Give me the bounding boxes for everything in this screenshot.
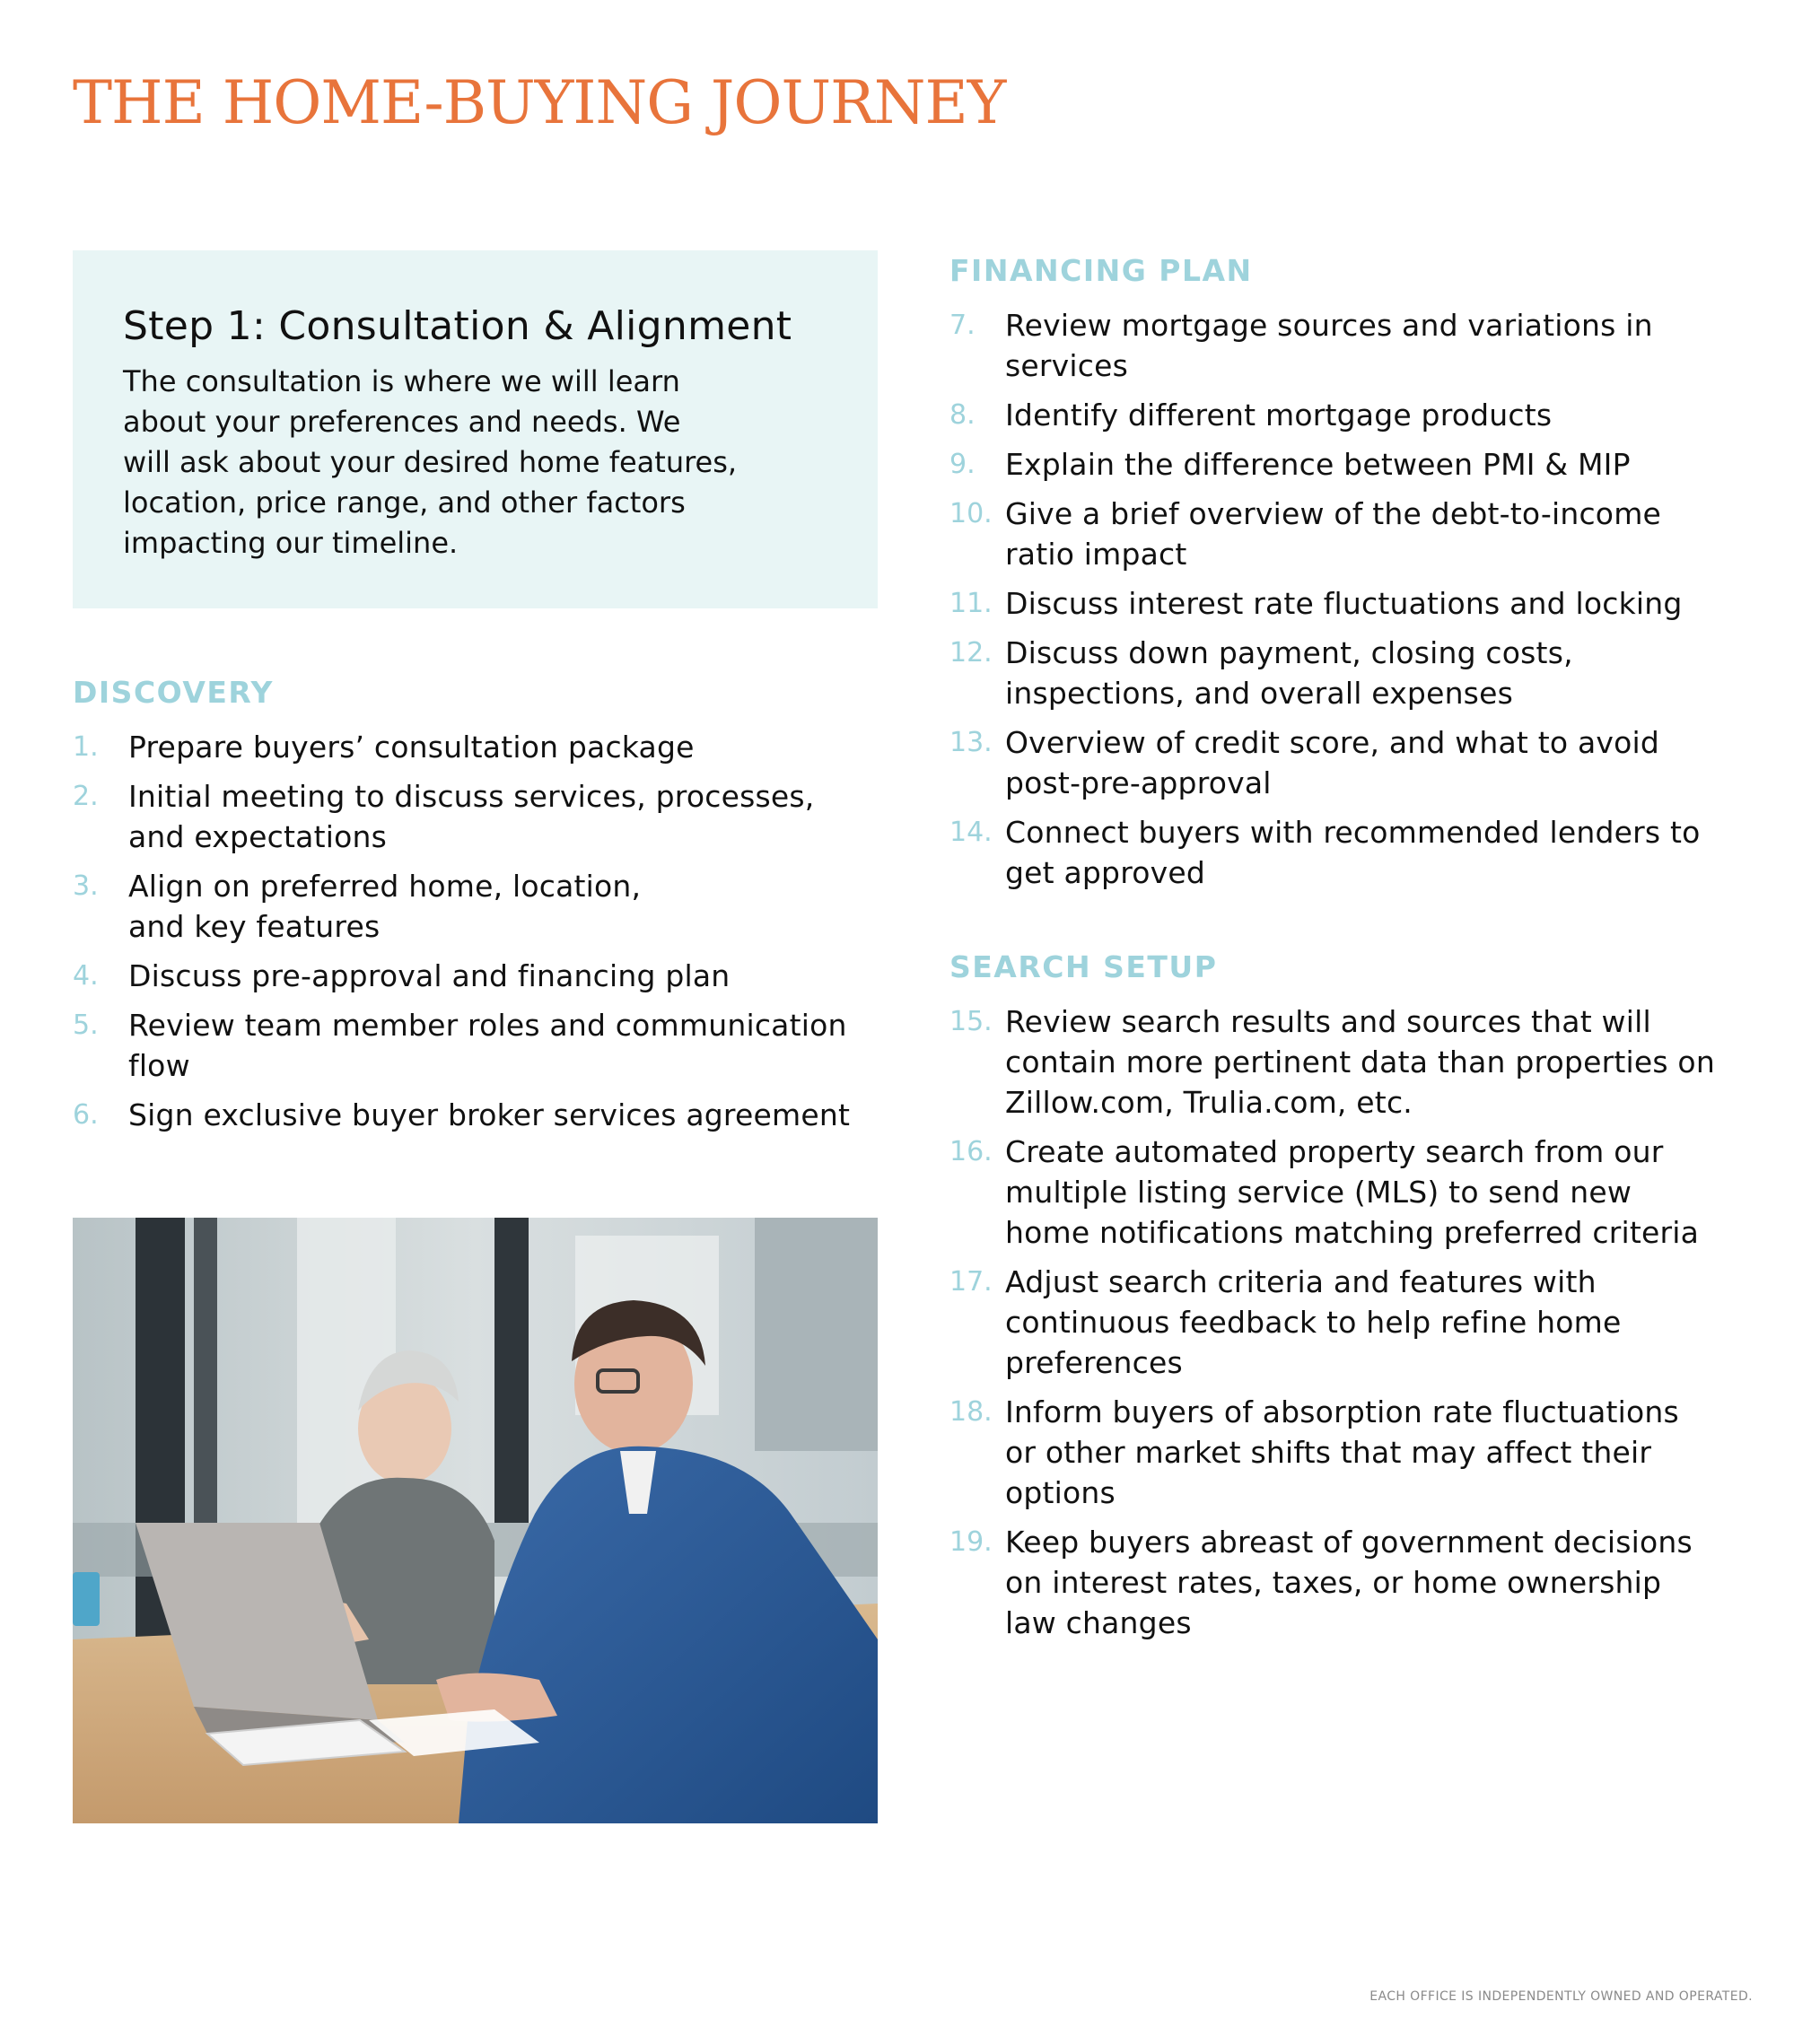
list-item [949, 722, 1775, 803]
item-text: Review team member roles and communication flow [128, 1008, 847, 1083]
list-item [949, 444, 1775, 485]
step-title: Step 1: Consultation & Alignment [123, 303, 792, 349]
list-item [73, 1095, 898, 1135]
item-text: Adjust search criteria and features with continuous feedback to help refine home preferences [1005, 1264, 1622, 1380]
list-item [949, 1001, 1775, 1123]
step-description: The consultation is where we will learn about your preferences and needs. We will ask about your desired home features, location, price range, and other factors impacting our timeline. [123, 364, 738, 560]
item-text: Overview of credit score, and what to avoid post-pre-approval [1005, 725, 1660, 800]
list-item [949, 1262, 1775, 1383]
list-item [949, 1392, 1775, 1513]
financing-heading: FINANCING PLAN [949, 253, 1253, 288]
page-title: THE HOME-BUYING JOURNEY [73, 68, 1006, 137]
search-setup-section [949, 949, 1775, 1652]
item-number: 6. [73, 1099, 99, 1131]
list-item [73, 866, 898, 947]
item-number: 15. [949, 1006, 993, 1037]
list-item [73, 727, 898, 767]
list-item [949, 633, 1775, 713]
search-setup-heading: SEARCH SETUP [949, 949, 1218, 984]
discovery-list [73, 727, 898, 1135]
item-number: 11. [949, 588, 993, 619]
item-text: Prepare buyers’ consultation package [128, 730, 695, 765]
item-text: Keep buyers abreast of government decisions on interest rates, taxes, or home ownership law changes [1005, 1525, 1693, 1640]
list-item [949, 583, 1775, 624]
step-callout [73, 250, 878, 608]
item-text: Initial meeting to discuss services, processes, and expectations [128, 779, 815, 854]
item-number: 12. [949, 637, 993, 669]
item-text: Connect buyers with recommended lenders to get approved [1005, 815, 1701, 890]
item-text: Identify different mortgage products [1005, 398, 1553, 433]
financing-section [949, 253, 1775, 902]
list-item [73, 956, 898, 996]
item-text: Discuss pre-approval and financing plan [128, 958, 731, 993]
consultation-photo [73, 1218, 878, 1823]
item-number: 17. [949, 1266, 993, 1298]
item-number: 5. [73, 1010, 99, 1041]
list-item [949, 1522, 1775, 1643]
item-text: Inform buyers of absorption rate fluctuations or other market shifts that may affect their options [1005, 1394, 1679, 1510]
item-number: 13. [949, 727, 993, 758]
list-item [949, 1132, 1775, 1253]
list-item [949, 812, 1775, 893]
item-text: Create automated property search from our multiple listing service (MLS) to send new home notifications matching preferred criteria [1005, 1134, 1700, 1250]
item-number: 18. [949, 1396, 993, 1428]
item-number: 1. [73, 731, 99, 763]
item-number: 19. [949, 1526, 993, 1558]
financing-list [949, 305, 1775, 893]
item-number: 16. [949, 1136, 993, 1167]
item-number: 14. [949, 817, 993, 848]
item-number: 7. [949, 310, 976, 341]
search-setup-list [949, 1001, 1775, 1643]
item-number: 2. [73, 781, 99, 812]
item-number: 10. [949, 498, 993, 529]
item-number: 9. [949, 449, 976, 480]
item-text: Discuss interest rate fluctuations and locking [1005, 586, 1683, 621]
item-number: 8. [949, 399, 976, 431]
item-text: Give a brief overview of the debt-to-income ratio impact [1005, 496, 1662, 572]
discovery-heading: DISCOVERY [73, 675, 274, 710]
item-text: Review search results and sources that will contain more pertinent data than properties on Zillow.com, Trulia.com, etc. [1005, 1004, 1715, 1120]
item-number: 4. [73, 960, 99, 992]
list-item [949, 305, 1775, 386]
list-item [73, 1005, 898, 1086]
list-item [949, 494, 1775, 574]
item-text: Discuss down payment, closing costs, inspections, and overall expenses [1005, 635, 1573, 711]
list-item [949, 395, 1775, 435]
footer-disclaimer: EACH OFFICE IS INDEPENDENTLY OWNED AND OPERATED. [1369, 1989, 1753, 2004]
item-text: Align on preferred home, location, and key features [128, 869, 642, 944]
item-text: Explain the difference between PMI & MIP [1005, 447, 1631, 482]
item-text: Sign exclusive buyer broker services agreement [128, 1097, 851, 1132]
item-number: 3. [73, 870, 99, 902]
list-item [73, 776, 898, 857]
discovery-section [73, 675, 898, 1144]
item-text: Review mortgage sources and variations in services [1005, 308, 1653, 383]
